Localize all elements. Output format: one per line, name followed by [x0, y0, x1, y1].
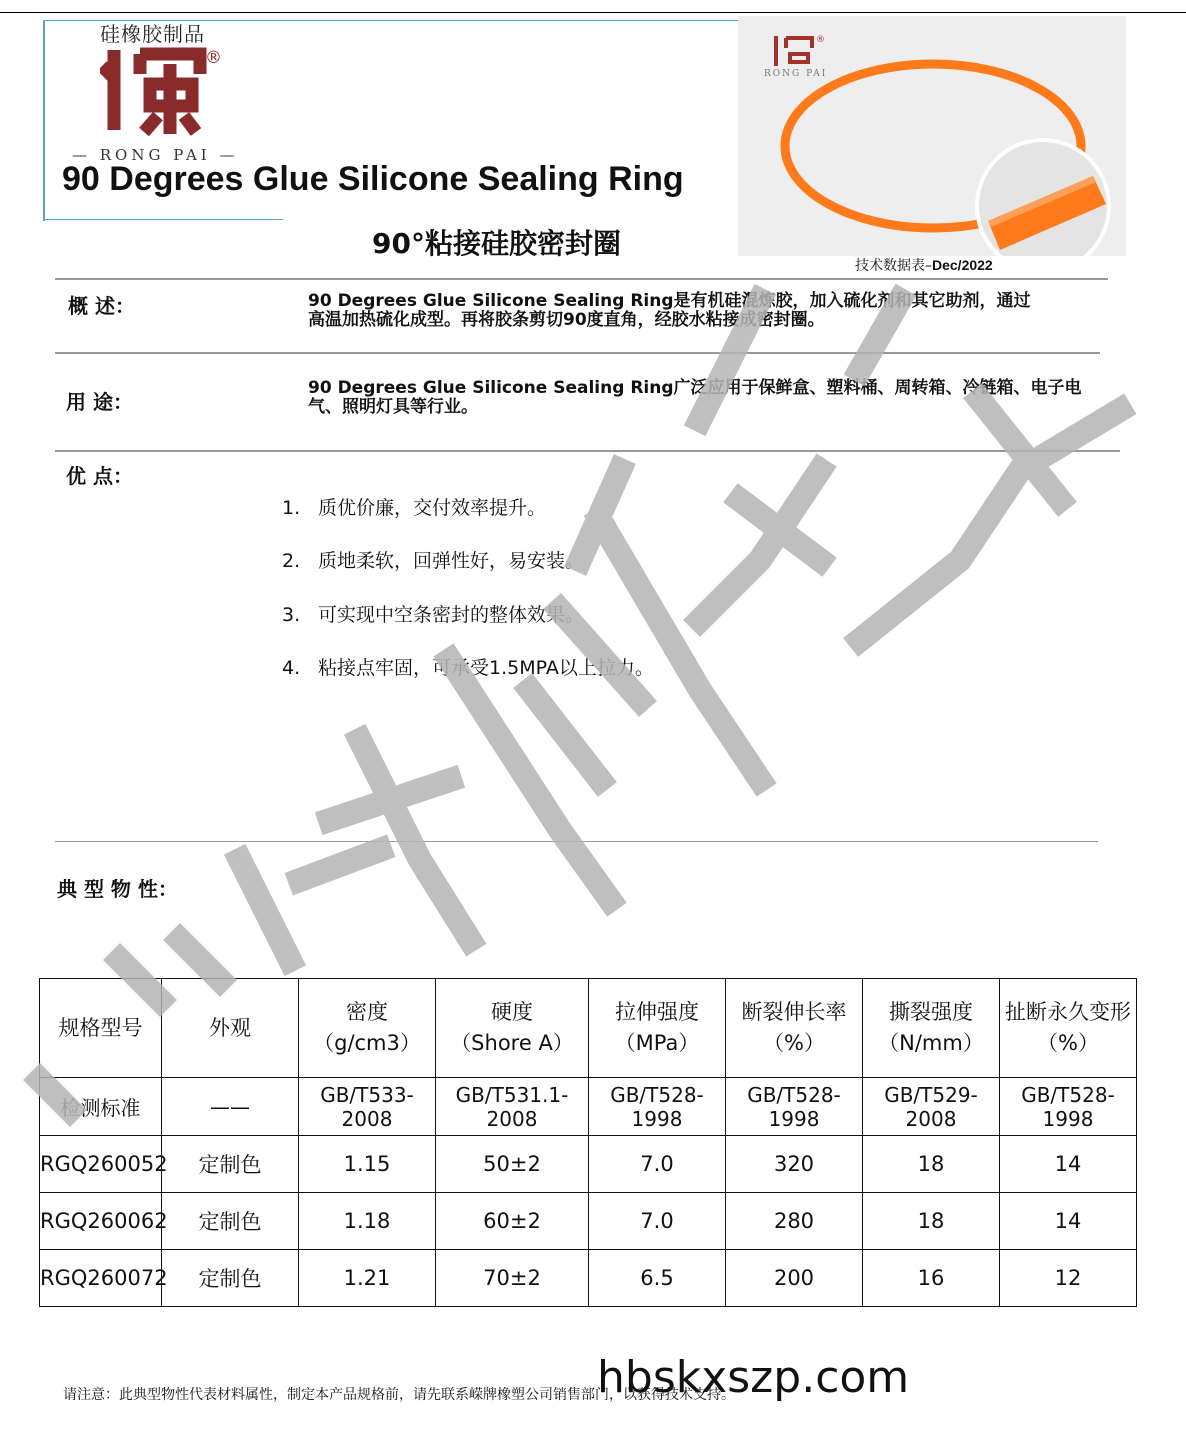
table-row [40, 1136, 1137, 1193]
table-cell: 7.0 [589, 1193, 726, 1250]
datasheet-label [855, 255, 993, 275]
website-watermark: hbskxszp.com [597, 1352, 910, 1403]
logo-subtitle: — RONG PAI — [72, 146, 239, 164]
divider [55, 278, 1108, 280]
advantage-item [282, 493, 546, 520]
table-cell: 16 [863, 1250, 1000, 1307]
table-header-cell: 硬度 （Shore A） [436, 979, 589, 1078]
table-cell: 18 [863, 1136, 1000, 1193]
table-cell: 280 [726, 1193, 863, 1250]
table-cell: GB/T529-2008 [863, 1078, 1000, 1136]
table-header-row [40, 979, 1137, 1078]
table-cell: 60±2 [436, 1193, 589, 1250]
advantage-item [282, 653, 654, 680]
overview-label: 概 述： [68, 294, 135, 318]
table-header-cell: 规格型号 [40, 979, 162, 1078]
table-cell: 1.15 [299, 1136, 436, 1193]
advantage-num: 4. [282, 657, 301, 679]
divider [55, 352, 1100, 354]
divider [55, 450, 1120, 452]
table-cell: 定制色 [162, 1136, 299, 1193]
properties-label: 典 型 物 性： [57, 877, 178, 901]
table-cell: RGQ260062 [40, 1193, 162, 1250]
overview-line-1: 90 Degrees Glue Silicone Sealing Ring是有机硅混炼胶，加入硫化剂和其它助剂，通过 [308, 291, 1031, 311]
divider [55, 841, 1098, 842]
table-header-cell: 撕裂强度 （N/mm） [863, 979, 1000, 1078]
table-cell: 200 [726, 1250, 863, 1307]
table-cell: 320 [726, 1136, 863, 1193]
overview-line-2: 高温加热硫化成型。再将胶条剪切90度直角，经胶水粘接成密封圈。 [308, 310, 825, 330]
table-cell: 50±2 [436, 1136, 589, 1193]
table-cell: 检测标准 [40, 1078, 162, 1136]
table-row [40, 1193, 1137, 1250]
table-header-cell: 扯断永久变形 （%） [1000, 979, 1137, 1078]
table-cell: 7.0 [589, 1136, 726, 1193]
table-cell: GB/T528-1998 [589, 1078, 726, 1136]
advantage-text: 质地柔软，回弹性好，易安装。 [318, 550, 585, 572]
advantage-num: 1. [282, 497, 301, 519]
header-frame-underline [43, 219, 283, 220]
advantage-num: 2. [282, 550, 301, 572]
datasheet-date: Dec/2022 [932, 257, 993, 273]
table-cell: 定制色 [162, 1193, 299, 1250]
table-cell: RGQ260052 [40, 1136, 162, 1193]
product-photo [738, 16, 1126, 256]
table-cell: 14 [1000, 1136, 1137, 1193]
logo-caption: 硅橡胶制品 [100, 22, 205, 46]
table-cell: GB/T531.1-2008 [436, 1078, 589, 1136]
product-title-en: 90 Degrees Glue Silicone Sealing Ring [62, 160, 684, 198]
table-cell: GB/T528-1998 [1000, 1078, 1137, 1136]
overview-text [308, 292, 1128, 330]
usage-label: 用 途： [66, 390, 133, 414]
table-cell: RGQ260072 [40, 1250, 162, 1307]
table-cell: 14 [1000, 1193, 1137, 1250]
table-cell: —— [162, 1078, 299, 1136]
advantage-item [282, 546, 584, 573]
advantage-text: 可实现中空条密封的整体效果。 [318, 604, 585, 626]
table-cell: GB/T533-2008 [299, 1078, 436, 1136]
table-cell: 1.21 [299, 1250, 436, 1307]
advantages-label: 优 点： [66, 464, 133, 488]
table-cell: 70±2 [436, 1250, 589, 1307]
advantage-item [282, 600, 584, 627]
table-cell: 1.18 [299, 1193, 436, 1250]
table-header-cell: 拉伸强度 （MPa） [589, 979, 726, 1078]
datasheet-prefix: 技术数据表– [855, 258, 932, 274]
table-cell: 12 [1000, 1250, 1137, 1307]
photo-brand-text: RONG PAI [764, 69, 828, 79]
table-standard-row [40, 1078, 1137, 1136]
footnote: 请注意：此典型物性代表材料属性，制定本产品规格前，请先联系嵘牌橡塑公司销售部门，以获得技术支持。 [63, 1387, 735, 1403]
table-cell: 6.5 [589, 1250, 726, 1307]
usage-line-2: 气、照明灯具等行业。 [308, 397, 478, 417]
advantage-num: 3. [282, 604, 301, 626]
product-title-cn: 90°粘接硅胶密封圈 [372, 227, 621, 260]
table-row [40, 1250, 1137, 1307]
usage-text [308, 379, 1143, 417]
rongpai-logo-icon [100, 44, 210, 136]
table-header-cell: 密度 （g/cm3） [299, 979, 436, 1078]
table-cell: 定制色 [162, 1250, 299, 1307]
table-cell: GB/T528-1998 [726, 1078, 863, 1136]
table-header-cell: 外观 [162, 979, 299, 1078]
table-header-cell: 断裂伸长率 （%） [726, 979, 863, 1078]
registered-mark: ® [205, 48, 222, 68]
top-rule [0, 12, 1186, 13]
table-cell: 18 [863, 1193, 1000, 1250]
svg-text:®: ® [816, 35, 825, 45]
advantage-text: 质优价廉，交付效率提升。 [318, 497, 547, 519]
advantage-text: 粘接点牢固，可承受1.5MPA以上拉力。 [318, 657, 654, 679]
usage-line-1: 90 Degrees Glue Silicone Sealing Ring广泛应用于保鲜盒、塑料桶、周转箱、冷链箱、电子电 [308, 378, 1082, 398]
properties-table [39, 978, 1137, 1307]
